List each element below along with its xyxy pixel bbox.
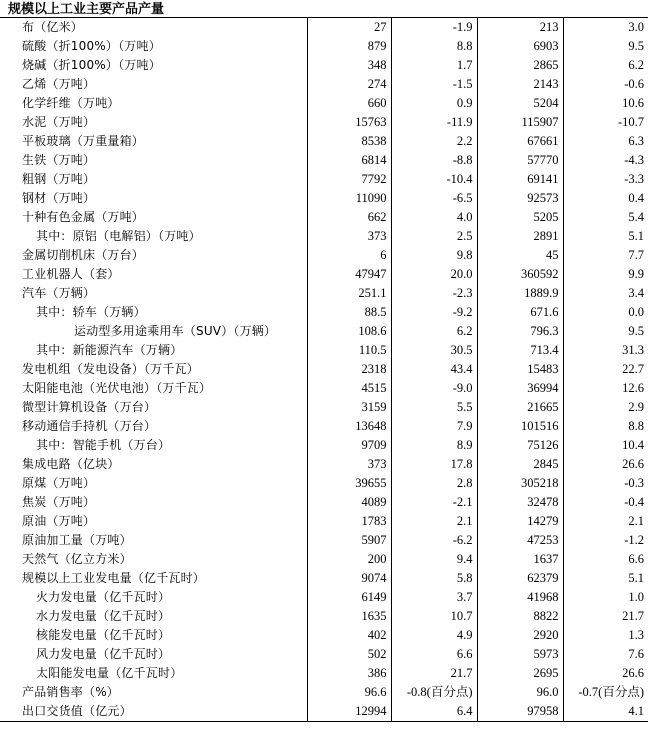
month-growth-cell: 4.9 — [391, 626, 477, 645]
cumulative-output-cell: 2695 — [477, 664, 563, 683]
month-output-cell: 373 — [307, 455, 391, 474]
month-growth-cell: 7.9 — [391, 417, 477, 436]
table-row — [0, 170, 648, 189]
cumulative-output-cell: 2920 — [477, 626, 563, 645]
product-name-cell: 原煤（万吨） — [22, 476, 96, 490]
cumulative-output-cell: 8822 — [477, 607, 563, 626]
cumulative-output-cell: 5973 — [477, 645, 563, 664]
month-output-cell: 373 — [307, 227, 391, 246]
cumulative-output-cell: 67661 — [477, 132, 563, 151]
cumulative-growth-cell: 6.6 — [563, 550, 648, 569]
month-growth-cell: 43.4 — [391, 360, 477, 379]
table-row — [0, 132, 648, 151]
table-row — [0, 246, 648, 265]
cumulative-output-cell: 15483 — [477, 360, 563, 379]
month-output-cell: 4089 — [307, 493, 391, 512]
table-row — [0, 227, 648, 246]
cumulative-output-cell: 360592 — [477, 265, 563, 284]
cumulative-growth-cell: 9.5 — [563, 322, 648, 341]
product-name-cell: 集成电路（亿块） — [22, 457, 120, 471]
cumulative-output-cell: 41968 — [477, 588, 563, 607]
table-row — [0, 512, 648, 531]
cumulative-growth-cell: 7.6 — [563, 645, 648, 664]
month-growth-cell: 4.0 — [391, 208, 477, 227]
month-growth-cell: 2.5 — [391, 227, 477, 246]
cumulative-output-cell: 2845 — [477, 455, 563, 474]
month-output-cell: 251.1 — [307, 284, 391, 303]
month-output-cell: 8538 — [307, 132, 391, 151]
month-output-cell: 9074 — [307, 569, 391, 588]
month-output-cell: 27 — [307, 18, 391, 38]
product-name-cell: 核能发电量（亿千瓦时） — [36, 628, 171, 642]
month-growth-cell: 8.8 — [391, 37, 477, 56]
table-row — [0, 284, 648, 303]
month-output-cell: 660 — [307, 94, 391, 113]
month-output-cell: 5907 — [307, 531, 391, 550]
table-row — [0, 56, 648, 75]
month-output-cell: 1783 — [307, 512, 391, 531]
cumulative-growth-cell: 6.3 — [563, 132, 648, 151]
table-row — [0, 474, 648, 493]
cumulative-growth-cell: -0.3 — [563, 474, 648, 493]
cumulative-output-cell: 69141 — [477, 170, 563, 189]
month-growth-cell: 0.9 — [391, 94, 477, 113]
month-growth-cell: -11.9 — [391, 113, 477, 132]
month-growth-cell: 9.8 — [391, 246, 477, 265]
month-output-cell: 3159 — [307, 398, 391, 417]
table-row — [0, 322, 648, 341]
cumulative-output-cell: 21665 — [477, 398, 563, 417]
month-growth-cell: -1.9 — [391, 18, 477, 38]
month-growth-cell: 5.8 — [391, 569, 477, 588]
cumulative-growth-cell: 22.7 — [563, 360, 648, 379]
cumulative-output-cell: 57770 — [477, 151, 563, 170]
table-row — [0, 189, 648, 208]
product-name-cell: 产品销售率（%） — [22, 685, 120, 699]
month-output-cell: 502 — [307, 645, 391, 664]
table-row — [0, 607, 648, 626]
cumulative-output-cell: 305218 — [477, 474, 563, 493]
cumulative-output-cell: 5205 — [477, 208, 563, 227]
cumulative-growth-cell: 31.3 — [563, 341, 648, 360]
product-name-cell: 工业机器人（套） — [22, 267, 120, 281]
cumulative-growth-cell: 1.0 — [563, 588, 648, 607]
table-row — [0, 626, 648, 645]
product-name-cell: 其中：新能源汽车（万辆） — [36, 343, 183, 357]
cumulative-output-cell: 115907 — [477, 113, 563, 132]
month-growth-cell: 17.8 — [391, 455, 477, 474]
cumulative-growth-cell: 9.5 — [563, 37, 648, 56]
cumulative-output-cell: 1637 — [477, 550, 563, 569]
cumulative-output-cell: 796.3 — [477, 322, 563, 341]
cumulative-output-cell: 92573 — [477, 189, 563, 208]
month-output-cell: 1635 — [307, 607, 391, 626]
product-name-cell: 其中：轿车（万辆） — [36, 305, 146, 319]
table-title: 规模以上工业主要产品产量 — [8, 2, 165, 17]
cumulative-output-cell: 97958 — [477, 702, 563, 722]
month-growth-cell: -10.4 — [391, 170, 477, 189]
cumulative-growth-cell: 12.6 — [563, 379, 648, 398]
product-name-cell: 平板玻璃（万重量箱） — [22, 134, 145, 148]
cumulative-growth-cell: 7.7 — [563, 246, 648, 265]
month-output-cell: 6149 — [307, 588, 391, 607]
cumulative-output-cell: 713.4 — [477, 341, 563, 360]
product-name-cell: 粗钢（万吨） — [22, 172, 96, 186]
month-output-cell: 9709 — [307, 436, 391, 455]
month-output-cell: 96.6 — [307, 683, 391, 702]
cumulative-output-cell: 62379 — [477, 569, 563, 588]
cumulative-growth-cell: 10.4 — [563, 436, 648, 455]
product-name-cell: 运动型多用途乘用车（SUV）（万辆） — [74, 324, 277, 338]
month-output-cell: 13648 — [307, 417, 391, 436]
product-name-cell: 其中：智能手机（万台） — [36, 438, 171, 452]
month-growth-cell: -0.8(百分点) — [391, 683, 477, 702]
cumulative-growth-cell: 9.9 — [563, 265, 648, 284]
table-row — [0, 341, 648, 360]
month-growth-cell: 3.7 — [391, 588, 477, 607]
product-name-cell: 化学纤维（万吨） — [22, 96, 120, 110]
product-name-cell: 原油加工量（万吨） — [22, 533, 132, 547]
cumulative-growth-cell: -0.6 — [563, 75, 648, 94]
cumulative-growth-cell: 5.1 — [563, 569, 648, 588]
table-row — [0, 417, 648, 436]
cumulative-growth-cell: 2.1 — [563, 512, 648, 531]
cumulative-growth-cell: -1.2 — [563, 531, 648, 550]
table-row — [0, 588, 648, 607]
cumulative-output-cell: 5204 — [477, 94, 563, 113]
table-row — [0, 265, 648, 284]
cumulative-growth-cell: -0.4 — [563, 493, 648, 512]
product-name-cell: 太阳能发电量（亿千瓦时） — [36, 666, 183, 680]
month-growth-cell: -8.8 — [391, 151, 477, 170]
month-output-cell: 110.5 — [307, 341, 391, 360]
month-output-cell: 6 — [307, 246, 391, 265]
cumulative-output-cell: 2865 — [477, 56, 563, 75]
cumulative-growth-cell: 10.6 — [563, 94, 648, 113]
cumulative-output-cell: 2143 — [477, 75, 563, 94]
month-output-cell: 4515 — [307, 379, 391, 398]
product-name-cell: 规模以上工业发电量（亿千瓦时） — [22, 571, 206, 585]
product-output-table — [0, 17, 648, 722]
cumulative-growth-cell: 5.1 — [563, 227, 648, 246]
table-row — [0, 37, 648, 56]
product-name-cell: 风力发电量（亿千瓦时） — [36, 647, 171, 661]
month-growth-cell: 6.4 — [391, 702, 477, 722]
table-row — [0, 360, 648, 379]
product-name-cell: 其中：原铝（电解铝）（万吨） — [36, 229, 201, 243]
month-growth-cell: 2.8 — [391, 474, 477, 493]
cumulative-growth-cell: 3.4 — [563, 284, 648, 303]
product-name-cell: 出口交货值（亿元） — [0, 702, 307, 722]
table-row — [0, 398, 648, 417]
cumulative-growth-cell: 3.0 — [563, 18, 648, 38]
cumulative-growth-cell: 0.0 — [563, 303, 648, 322]
cumulative-growth-cell: 4.1 — [563, 702, 648, 722]
cumulative-growth-cell: -4.3 — [563, 151, 648, 170]
month-growth-cell: 8.9 — [391, 436, 477, 455]
month-growth-cell: -9.2 — [391, 303, 477, 322]
table-row — [0, 379, 648, 398]
product-name-cell: 钢材（万吨） — [22, 191, 96, 205]
month-output-cell: 12994 — [307, 702, 391, 722]
table-row — [0, 645, 648, 664]
month-growth-cell: 5.5 — [391, 398, 477, 417]
table-row — [0, 664, 648, 683]
month-growth-cell: -6.2 — [391, 531, 477, 550]
month-growth-cell: 30.5 — [391, 341, 477, 360]
month-output-cell: 2318 — [307, 360, 391, 379]
table-row — [0, 569, 648, 588]
table-row — [0, 208, 648, 227]
month-output-cell: 348 — [307, 56, 391, 75]
month-growth-cell: -1.5 — [391, 75, 477, 94]
month-growth-cell: 9.4 — [391, 550, 477, 569]
month-growth-cell: -2.1 — [391, 493, 477, 512]
month-output-cell: 15763 — [307, 113, 391, 132]
table-row — [0, 18, 648, 38]
cumulative-growth-cell: 8.8 — [563, 417, 648, 436]
cumulative-output-cell: 96.0 — [477, 683, 563, 702]
cumulative-growth-cell: 6.2 — [563, 56, 648, 75]
product-name-cell: 布（亿米） — [0, 18, 307, 38]
month-output-cell: 11090 — [307, 189, 391, 208]
product-name-cell: 天然气（亿立方米） — [22, 552, 132, 566]
cumulative-growth-cell: 0.4 — [563, 189, 648, 208]
cumulative-output-cell: 75126 — [477, 436, 563, 455]
month-growth-cell: 21.7 — [391, 664, 477, 683]
product-name-cell: 原油（万吨） — [22, 514, 96, 528]
cumulative-output-cell: 6903 — [477, 37, 563, 56]
table-row — [0, 550, 648, 569]
table-row — [0, 436, 648, 455]
cumulative-growth-cell: 5.4 — [563, 208, 648, 227]
product-name-cell: 硫酸（折100%）（万吨） — [22, 39, 161, 53]
table-row — [0, 702, 648, 722]
month-output-cell: 6814 — [307, 151, 391, 170]
month-output-cell: 402 — [307, 626, 391, 645]
table-row — [0, 531, 648, 550]
month-output-cell: 39655 — [307, 474, 391, 493]
cumulative-growth-cell: 21.7 — [563, 607, 648, 626]
product-name-cell: 焦炭（万吨） — [22, 495, 96, 509]
month-growth-cell: -9.0 — [391, 379, 477, 398]
cumulative-output-cell: 14279 — [477, 512, 563, 531]
cumulative-output-cell: 213 — [477, 18, 563, 38]
cumulative-output-cell: 101516 — [477, 417, 563, 436]
cumulative-output-cell: 36994 — [477, 379, 563, 398]
product-name-cell: 微型计算机设备（万台） — [22, 400, 157, 414]
cumulative-output-cell: 671.6 — [477, 303, 563, 322]
product-name-cell: 火力发电量（亿千瓦时） — [36, 590, 171, 604]
cumulative-growth-cell: -0.7(百分点) — [563, 683, 648, 702]
month-output-cell: 879 — [307, 37, 391, 56]
month-growth-cell: 6.6 — [391, 645, 477, 664]
month-growth-cell: 10.7 — [391, 607, 477, 626]
month-growth-cell: 2.2 — [391, 132, 477, 151]
table-row — [0, 75, 648, 94]
product-name-cell: 太阳能电池（光伏电池）（万千瓦） — [22, 381, 212, 395]
cumulative-growth-cell: 1.3 — [563, 626, 648, 645]
cumulative-growth-cell: 26.6 — [563, 664, 648, 683]
table-row — [0, 151, 648, 170]
cumulative-output-cell: 32478 — [477, 493, 563, 512]
cumulative-output-cell: 2891 — [477, 227, 563, 246]
product-name-cell: 生铁（万吨） — [22, 153, 96, 167]
cumulative-output-cell: 45 — [477, 246, 563, 265]
month-output-cell: 200 — [307, 550, 391, 569]
month-output-cell: 7792 — [307, 170, 391, 189]
month-output-cell: 108.6 — [307, 322, 391, 341]
table-row — [0, 113, 648, 132]
table-row — [0, 303, 648, 322]
month-growth-cell: 20.0 — [391, 265, 477, 284]
month-growth-cell: 6.2 — [391, 322, 477, 341]
month-growth-cell: 2.1 — [391, 512, 477, 531]
month-output-cell: 88.5 — [307, 303, 391, 322]
month-growth-cell: 1.7 — [391, 56, 477, 75]
table-row — [0, 493, 648, 512]
month-growth-cell: -6.5 — [391, 189, 477, 208]
month-output-cell: 386 — [307, 664, 391, 683]
cumulative-growth-cell: 26.6 — [563, 455, 648, 474]
month-output-cell: 274 — [307, 75, 391, 94]
product-name-cell: 金属切削机床（万台） — [22, 248, 145, 262]
product-name-cell: 移动通信手持机（万台） — [22, 419, 157, 433]
product-name-cell: 汽车（万辆） — [22, 286, 96, 300]
month-output-cell: 47947 — [307, 265, 391, 284]
cumulative-growth-cell: 2.9 — [563, 398, 648, 417]
product-name-cell: 发电机组（发电设备）（万千瓦） — [22, 362, 200, 376]
cumulative-growth-cell: -3.3 — [563, 170, 648, 189]
cumulative-output-cell: 1889.9 — [477, 284, 563, 303]
cumulative-output-cell: 47253 — [477, 531, 563, 550]
cumulative-growth-cell: -10.7 — [563, 113, 648, 132]
product-name-cell: 十种有色金属（万吨） — [22, 210, 145, 224]
table-row — [0, 455, 648, 474]
product-name-cell: 水力发电量（亿千瓦时） — [36, 609, 171, 623]
table-body — [0, 18, 648, 722]
month-growth-cell: -2.3 — [391, 284, 477, 303]
product-name-cell: 水泥（万吨） — [22, 115, 96, 129]
product-name-cell: 烧碱（折100%）（万吨） — [22, 58, 161, 72]
product-name-cell: 乙烯（万吨） — [22, 77, 96, 91]
month-output-cell: 662 — [307, 208, 391, 227]
table-row — [0, 94, 648, 113]
table-row — [0, 683, 648, 702]
